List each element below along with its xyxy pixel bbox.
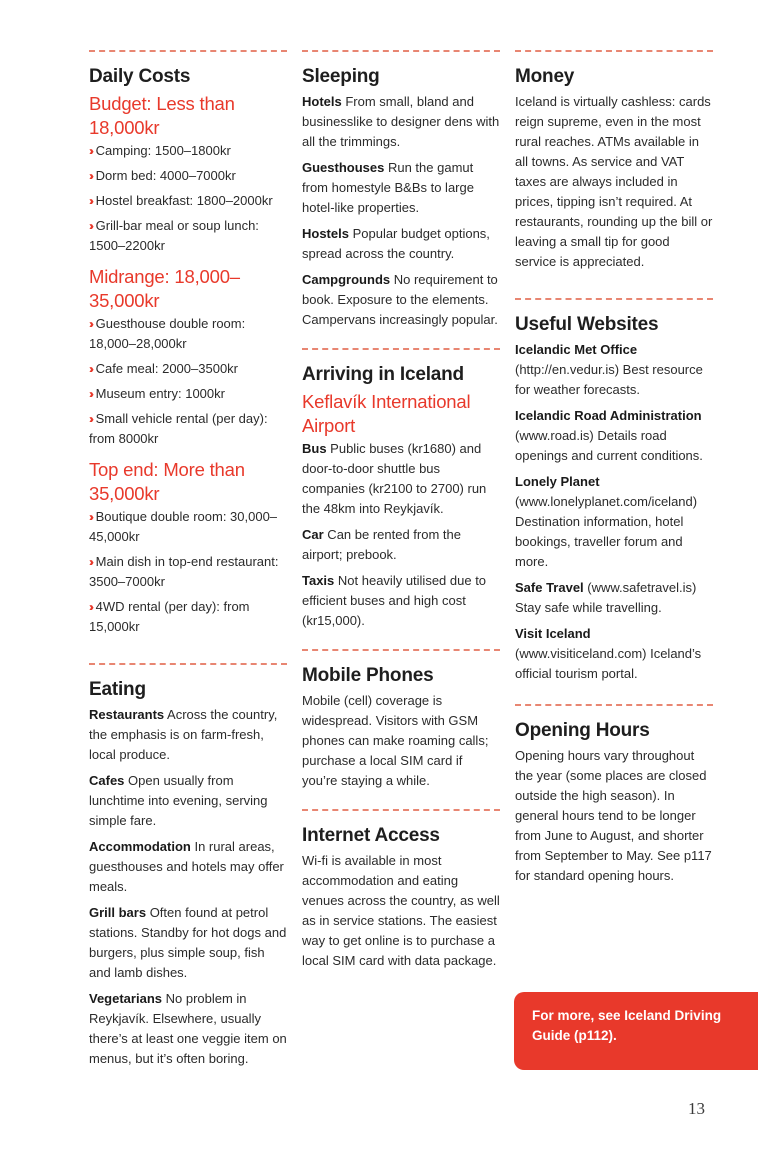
section-divider: [302, 649, 500, 651]
money-heading: Money: [515, 66, 575, 87]
cost-item: ›› Boutique double room: 30,000–45,000kr: [89, 509, 278, 544]
arriving-entry: Bus Public buses (kr1680) and door-to-door shuttle bus companies (kr2100 to 2700) run the 48km into Reykjavík.: [302, 441, 487, 516]
cost-item: ›› Cafe meal: 2000–3500kr: [89, 361, 238, 376]
chevron-right-icon: ››: [89, 555, 91, 569]
eating-heading: Eating: [89, 679, 146, 700]
column-right: [515, 50, 713, 900]
internet-section: [302, 824, 500, 971]
cost-item: ›› 4WD rental (per day): from 15,000kr: [89, 599, 250, 634]
website-entry: Icelandic Met Office (http://en.vedur.is) Best resource for weather forecasts.: [515, 342, 703, 397]
eating-entry: Accommodation In rural areas, guesthouses and hotels may offer meals.: [89, 839, 284, 894]
cost-item: ›› Grill-bar meal or soup lunch: 1500–2200kr: [89, 218, 259, 253]
arriving-entry: Taxis Not heavily utilised due to efficient buses and high cost (kr15,000).: [302, 573, 487, 628]
chevron-right-icon: ››: [89, 600, 91, 614]
section-divider: [302, 348, 500, 350]
budget-subheading: Budget: Less than 18,000kr: [89, 93, 235, 138]
eating-entry: Grill bars Often found at petrol stations. Standby for hot dogs and burgers, plus simple soup, fish and lamb dishes.: [89, 905, 287, 980]
chevron-right-icon: ››: [89, 194, 91, 208]
chevron-right-icon: ››: [89, 317, 91, 331]
page-number: 13: [688, 1099, 705, 1118]
arriving-heading: Arriving in Iceland: [302, 364, 464, 385]
sleeping-entry: Guesthouses Run the gamut from homestyle B&Bs to large hotel-like properties.: [302, 160, 474, 215]
eating-entry: Vegetarians No problem in Reykjavík. Elsewhere, usually there’s at least one veggie item on menus, but it’s often boring.: [89, 991, 287, 1066]
chevron-right-icon: ››: [89, 362, 91, 376]
section-divider: [89, 50, 287, 52]
chevron-right-icon: ››: [89, 510, 91, 524]
chevron-right-icon: ››: [89, 144, 91, 158]
sleeping-entry: Hostels Popular budget options, spread across the country.: [302, 226, 490, 261]
arriving-section: [302, 363, 500, 631]
eating-entry: Restaurants Across the country, the emphasis is on farm-fresh, local produce.: [89, 707, 278, 762]
sleeping-section: [302, 65, 500, 330]
website-entry: Lonely Planet (www.lonelyplanet.com/iceland) Destination information, hotel bookings, traveller forum and more.: [515, 474, 698, 569]
driving-guide-callout: [514, 992, 758, 1070]
column-left: [89, 50, 287, 1083]
section-divider: [302, 50, 500, 52]
section-divider: [515, 298, 713, 300]
cost-item: ›› Small vehicle rental (per day): from 8000kr: [89, 411, 268, 446]
cost-item: ›› Main dish in top-end restaurant: 3500–7000kr: [89, 554, 279, 589]
websites-section: [515, 313, 713, 684]
eating-entry: Cafes Open usually from lunchtime into evening, serving simple fare.: [89, 773, 268, 828]
cost-item: ›› Camping: 1500–1800kr: [89, 143, 231, 158]
midrange-subheading: Midrange: 18,000–35,000kr: [89, 266, 240, 311]
callout-text: For more, see Iceland Driving Guide (p112).: [532, 1008, 722, 1043]
cost-item: ›› Hostel breakfast: 1800–2000kr: [89, 193, 273, 208]
chevron-right-icon: ››: [89, 219, 91, 233]
section-divider: [302, 809, 500, 811]
internet-heading: Internet Access: [302, 825, 440, 846]
section-divider: [515, 50, 713, 52]
internet-text: Wi-fi is available in most accommodation and eating venues across the country, as well as in service stations. The easiest way to get online is to purchase a local SIM card with data package.: [302, 853, 500, 968]
section-divider: [515, 704, 713, 706]
mobile-phones-section: [302, 664, 500, 791]
sleeping-entry: Hotels From small, bland and businesslike to designer dens with all the trimmings.: [302, 94, 500, 149]
mobile-phones-heading: Mobile Phones: [302, 665, 434, 686]
sleeping-entry: Campgrounds No requirement to book. Exposure to the elements. Campervans increasingly popular.: [302, 272, 498, 327]
websites-heading: Useful Websites: [515, 314, 659, 335]
money-text: Iceland is virtually cashless: cards reign supreme, even in the most rural reaches. ATMs available in all towns. As service and VAT taxes are always included in prices, tipping isn’t required. At restaurants, rounding up the bill or leaving a small tip for good service is appreciated.: [515, 94, 713, 269]
website-entry: Visit Iceland (www.visiticeland.com) Iceland’s official tourism portal.: [515, 626, 702, 681]
opening-hours-section: [515, 719, 713, 886]
eating-section: [89, 678, 287, 1069]
section-divider: [89, 663, 287, 665]
website-entry: Icelandic Road Administration (www.road.is) Details road openings and current conditions.: [515, 408, 703, 463]
arriving-entry: Car Can be rented from the airport; prebook.: [302, 527, 461, 562]
website-entry: Safe Travel (www.safetravel.is) Stay safe while travelling.: [515, 580, 697, 615]
chevron-right-icon: ››: [89, 387, 91, 401]
daily-costs-section: [89, 65, 287, 637]
opening-hours-text: Opening hours vary throughout the year (some places are closed outside the high season). In general hours tend to be longer from June to August, and shorter from September to May. See p117 for standard opening hours.: [515, 748, 712, 883]
opening-hours-heading: Opening Hours: [515, 720, 650, 741]
mobile-phones-text: Mobile (cell) coverage is widespread. Visitors with GSM phones can make roaming calls; purchase a local SIM card if you’re staying a while.: [302, 693, 489, 788]
money-section: [515, 65, 713, 272]
top-end-subheading: Top end: More than 35,000kr: [89, 459, 245, 504]
daily-costs-heading: Daily Costs: [89, 66, 191, 87]
cost-item: ›› Guesthouse double room: 18,000–28,000kr: [89, 316, 246, 351]
sleeping-heading: Sleeping: [302, 66, 380, 87]
cost-item: ›› Museum entry: 1000kr: [89, 386, 225, 401]
airport-subheading: Keflavík International Airport: [302, 391, 471, 436]
column-middle: [302, 50, 500, 985]
cost-item: ›› Dorm bed: 4000–7000kr: [89, 168, 236, 183]
chevron-right-icon: ››: [89, 169, 91, 183]
chevron-right-icon: ››: [89, 412, 91, 426]
